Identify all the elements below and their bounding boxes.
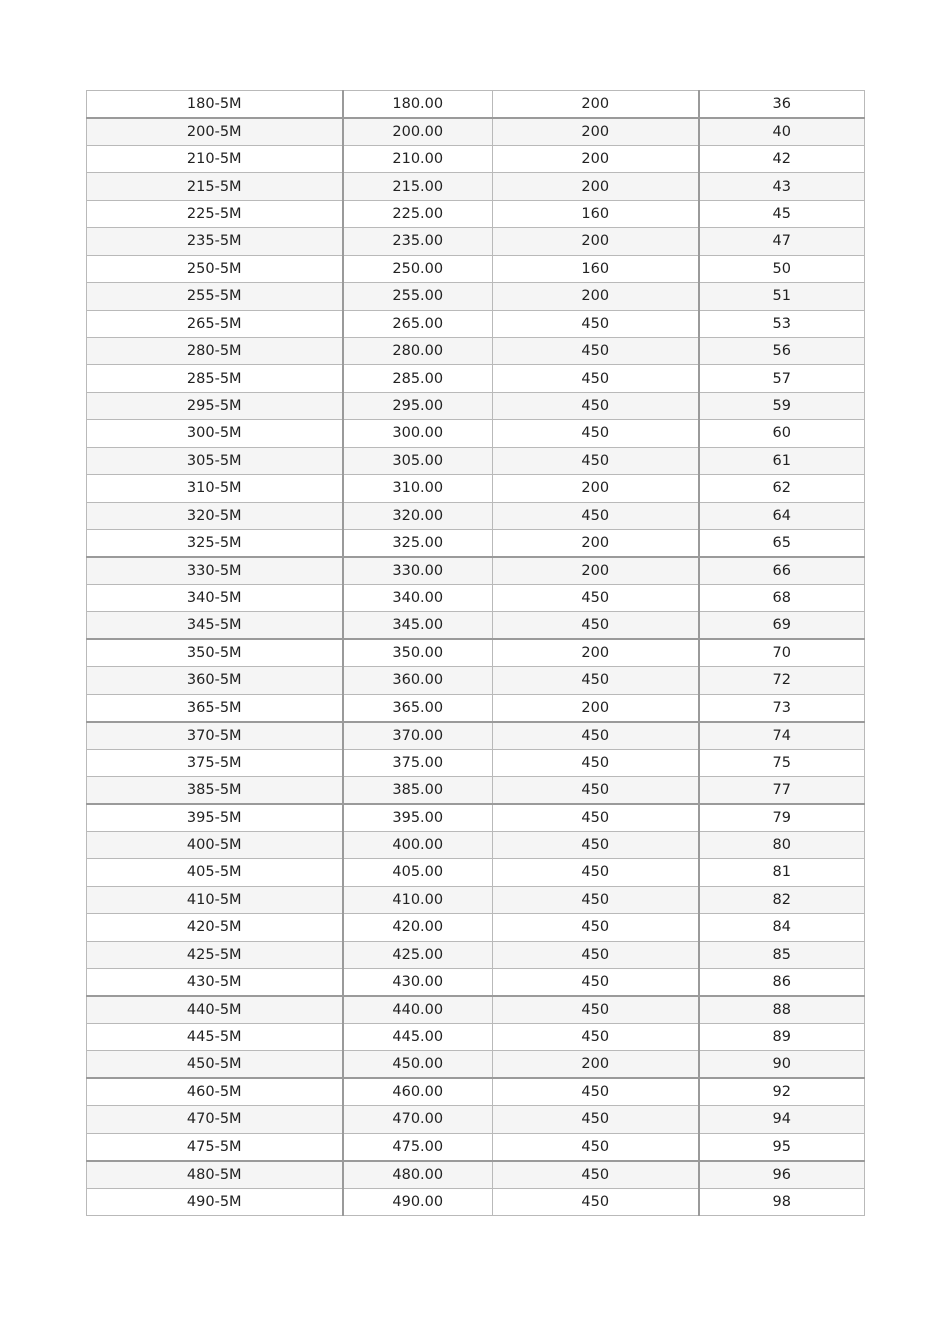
width-cell: 450 [493, 584, 699, 611]
length-cell: 375.00 [343, 749, 493, 776]
part-number-cell: 395-5M [87, 804, 343, 831]
width-cell: 200 [493, 1051, 699, 1078]
width-cell: 450 [493, 365, 699, 392]
teeth-cell: 62 [699, 475, 865, 502]
width-cell: 450 [493, 859, 699, 886]
length-cell: 255.00 [343, 283, 493, 310]
width-cell: 200 [493, 694, 699, 721]
length-cell: 350.00 [343, 639, 493, 666]
teeth-cell: 79 [699, 804, 865, 831]
table-row [87, 1078, 865, 1105]
part-number-cell: 440-5M [87, 996, 343, 1023]
teeth-cell: 50 [699, 255, 865, 282]
part-number-cell: 210-5M [87, 145, 343, 172]
length-cell: 250.00 [343, 255, 493, 282]
belt-spec-table-container [86, 90, 864, 1216]
table-row [87, 200, 865, 227]
table-row [87, 337, 865, 364]
length-cell: 360.00 [343, 667, 493, 694]
length-cell: 225.00 [343, 200, 493, 227]
length-cell: 320.00 [343, 502, 493, 529]
table-row [87, 941, 865, 968]
length-cell: 425.00 [343, 941, 493, 968]
width-cell: 450 [493, 392, 699, 419]
table-row [87, 722, 865, 749]
teeth-cell: 56 [699, 337, 865, 364]
teeth-cell: 95 [699, 1133, 865, 1160]
part-number-cell: 385-5M [87, 776, 343, 803]
table-row [87, 502, 865, 529]
table-row [87, 996, 865, 1023]
teeth-cell: 84 [699, 914, 865, 941]
length-cell: 210.00 [343, 145, 493, 172]
part-number-cell: 265-5M [87, 310, 343, 337]
table-row [87, 365, 865, 392]
part-number-cell: 410-5M [87, 886, 343, 913]
part-number-cell: 420-5M [87, 914, 343, 941]
part-number-cell: 285-5M [87, 365, 343, 392]
length-cell: 405.00 [343, 859, 493, 886]
table-row [87, 914, 865, 941]
part-number-cell: 360-5M [87, 667, 343, 694]
width-cell: 160 [493, 200, 699, 227]
length-cell: 340.00 [343, 584, 493, 611]
length-cell: 295.00 [343, 392, 493, 419]
table-row [87, 886, 865, 913]
width-cell: 200 [493, 91, 699, 118]
teeth-cell: 61 [699, 447, 865, 474]
teeth-cell: 80 [699, 831, 865, 858]
width-cell: 200 [493, 173, 699, 200]
teeth-cell: 45 [699, 200, 865, 227]
width-cell: 450 [493, 612, 699, 639]
part-number-cell: 365-5M [87, 694, 343, 721]
part-number-cell: 330-5M [87, 557, 343, 584]
table-row [87, 420, 865, 447]
width-cell: 450 [493, 337, 699, 364]
part-number-cell: 345-5M [87, 612, 343, 639]
width-cell: 450 [493, 914, 699, 941]
length-cell: 280.00 [343, 337, 493, 364]
width-cell: 450 [493, 776, 699, 803]
width-cell: 450 [493, 502, 699, 529]
teeth-cell: 53 [699, 310, 865, 337]
width-cell: 200 [493, 557, 699, 584]
length-cell: 265.00 [343, 310, 493, 337]
part-number-cell: 320-5M [87, 502, 343, 529]
teeth-cell: 59 [699, 392, 865, 419]
table-row [87, 173, 865, 200]
part-number-cell: 310-5M [87, 475, 343, 502]
width-cell: 450 [493, 1161, 699, 1188]
part-number-cell: 295-5M [87, 392, 343, 419]
length-cell: 215.00 [343, 173, 493, 200]
teeth-cell: 66 [699, 557, 865, 584]
table-row [87, 612, 865, 639]
table-row [87, 584, 865, 611]
length-cell: 300.00 [343, 420, 493, 447]
part-number-cell: 235-5M [87, 228, 343, 255]
table-row [87, 1188, 865, 1215]
teeth-cell: 40 [699, 118, 865, 145]
teeth-cell: 88 [699, 996, 865, 1023]
table-row [87, 228, 865, 255]
teeth-cell: 72 [699, 667, 865, 694]
table-row [87, 859, 865, 886]
teeth-cell: 77 [699, 776, 865, 803]
teeth-cell: 36 [699, 91, 865, 118]
teeth-cell: 81 [699, 859, 865, 886]
part-number-cell: 490-5M [87, 1188, 343, 1215]
width-cell: 200 [493, 145, 699, 172]
part-number-cell: 350-5M [87, 639, 343, 666]
width-cell: 450 [493, 1078, 699, 1105]
teeth-cell: 68 [699, 584, 865, 611]
length-cell: 470.00 [343, 1106, 493, 1133]
teeth-cell: 43 [699, 173, 865, 200]
length-cell: 420.00 [343, 914, 493, 941]
teeth-cell: 74 [699, 722, 865, 749]
part-number-cell: 450-5M [87, 1051, 343, 1078]
width-cell: 450 [493, 420, 699, 447]
teeth-cell: 60 [699, 420, 865, 447]
part-number-cell: 215-5M [87, 173, 343, 200]
table-row [87, 530, 865, 557]
table-row [87, 1133, 865, 1160]
teeth-cell: 85 [699, 941, 865, 968]
length-cell: 430.00 [343, 969, 493, 996]
table-row [87, 118, 865, 145]
belt-spec-table [86, 90, 865, 1216]
width-cell: 160 [493, 255, 699, 282]
table-row [87, 1106, 865, 1133]
width-cell: 450 [493, 1023, 699, 1050]
table-row [87, 969, 865, 996]
width-cell: 450 [493, 722, 699, 749]
teeth-cell: 69 [699, 612, 865, 639]
teeth-cell: 98 [699, 1188, 865, 1215]
table-row [87, 667, 865, 694]
width-cell: 200 [493, 639, 699, 666]
length-cell: 490.00 [343, 1188, 493, 1215]
part-number-cell: 305-5M [87, 447, 343, 474]
width-cell: 450 [493, 941, 699, 968]
table-row [87, 776, 865, 803]
length-cell: 400.00 [343, 831, 493, 858]
length-cell: 180.00 [343, 91, 493, 118]
part-number-cell: 460-5M [87, 1078, 343, 1105]
width-cell: 200 [493, 475, 699, 502]
length-cell: 285.00 [343, 365, 493, 392]
table-row [87, 392, 865, 419]
part-number-cell: 480-5M [87, 1161, 343, 1188]
table-row [87, 447, 865, 474]
part-number-cell: 340-5M [87, 584, 343, 611]
part-number-cell: 225-5M [87, 200, 343, 227]
teeth-cell: 90 [699, 1051, 865, 1078]
width-cell: 450 [493, 886, 699, 913]
part-number-cell: 470-5M [87, 1106, 343, 1133]
table-row [87, 1023, 865, 1050]
part-number-cell: 255-5M [87, 283, 343, 310]
teeth-cell: 94 [699, 1106, 865, 1133]
width-cell: 450 [493, 749, 699, 776]
length-cell: 345.00 [343, 612, 493, 639]
table-row [87, 639, 865, 666]
width-cell: 450 [493, 667, 699, 694]
width-cell: 200 [493, 118, 699, 145]
length-cell: 305.00 [343, 447, 493, 474]
length-cell: 365.00 [343, 694, 493, 721]
length-cell: 330.00 [343, 557, 493, 584]
teeth-cell: 70 [699, 639, 865, 666]
width-cell: 450 [493, 969, 699, 996]
table-row [87, 694, 865, 721]
length-cell: 450.00 [343, 1051, 493, 1078]
length-cell: 480.00 [343, 1161, 493, 1188]
width-cell: 450 [493, 831, 699, 858]
length-cell: 325.00 [343, 530, 493, 557]
part-number-cell: 280-5M [87, 337, 343, 364]
part-number-cell: 250-5M [87, 255, 343, 282]
teeth-cell: 89 [699, 1023, 865, 1050]
width-cell: 450 [493, 310, 699, 337]
table-row [87, 1051, 865, 1078]
table-row [87, 91, 865, 118]
teeth-cell: 65 [699, 530, 865, 557]
length-cell: 200.00 [343, 118, 493, 145]
length-cell: 410.00 [343, 886, 493, 913]
teeth-cell: 92 [699, 1078, 865, 1105]
table-row [87, 804, 865, 831]
part-number-cell: 370-5M [87, 722, 343, 749]
part-number-cell: 200-5M [87, 118, 343, 145]
length-cell: 370.00 [343, 722, 493, 749]
teeth-cell: 75 [699, 749, 865, 776]
part-number-cell: 405-5M [87, 859, 343, 886]
part-number-cell: 300-5M [87, 420, 343, 447]
width-cell: 200 [493, 228, 699, 255]
teeth-cell: 96 [699, 1161, 865, 1188]
table-row [87, 310, 865, 337]
width-cell: 200 [493, 283, 699, 310]
teeth-cell: 42 [699, 145, 865, 172]
length-cell: 475.00 [343, 1133, 493, 1160]
width-cell: 450 [493, 804, 699, 831]
length-cell: 310.00 [343, 475, 493, 502]
table-body [87, 91, 865, 1216]
width-cell: 450 [493, 1106, 699, 1133]
table-row [87, 255, 865, 282]
part-number-cell: 475-5M [87, 1133, 343, 1160]
width-cell: 450 [493, 1133, 699, 1160]
teeth-cell: 47 [699, 228, 865, 255]
teeth-cell: 51 [699, 283, 865, 310]
table-row [87, 831, 865, 858]
length-cell: 460.00 [343, 1078, 493, 1105]
part-number-cell: 425-5M [87, 941, 343, 968]
part-number-cell: 400-5M [87, 831, 343, 858]
part-number-cell: 375-5M [87, 749, 343, 776]
length-cell: 445.00 [343, 1023, 493, 1050]
length-cell: 440.00 [343, 996, 493, 1023]
part-number-cell: 430-5M [87, 969, 343, 996]
table-row [87, 145, 865, 172]
table-row [87, 1161, 865, 1188]
teeth-cell: 64 [699, 502, 865, 529]
width-cell: 200 [493, 530, 699, 557]
width-cell: 450 [493, 1188, 699, 1215]
part-number-cell: 325-5M [87, 530, 343, 557]
length-cell: 235.00 [343, 228, 493, 255]
part-number-cell: 445-5M [87, 1023, 343, 1050]
teeth-cell: 82 [699, 886, 865, 913]
part-number-cell: 180-5M [87, 91, 343, 118]
table-row [87, 557, 865, 584]
table-row [87, 283, 865, 310]
table-row [87, 475, 865, 502]
table-row [87, 749, 865, 776]
width-cell: 450 [493, 996, 699, 1023]
teeth-cell: 73 [699, 694, 865, 721]
length-cell: 385.00 [343, 776, 493, 803]
width-cell: 450 [493, 447, 699, 474]
length-cell: 395.00 [343, 804, 493, 831]
teeth-cell: 57 [699, 365, 865, 392]
teeth-cell: 86 [699, 969, 865, 996]
